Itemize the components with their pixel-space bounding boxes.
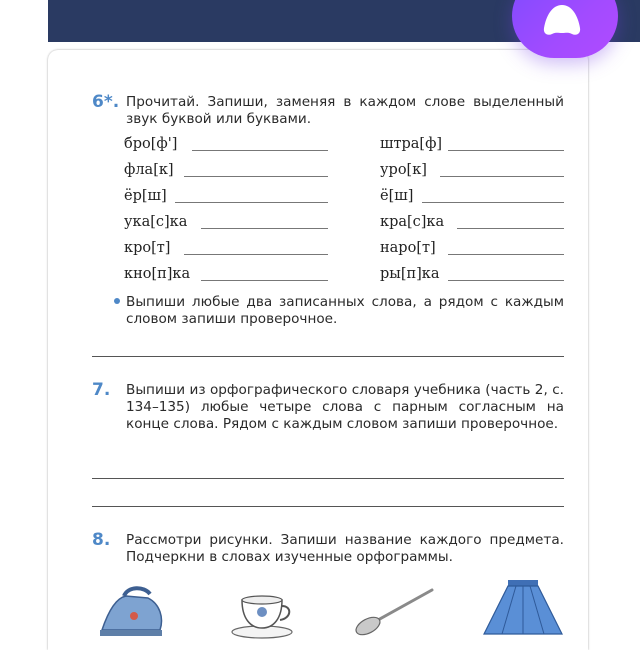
word-item: уро[к] (380, 162, 427, 178)
task-6-number: 6*. (92, 92, 120, 112)
word-item: штра[ф] (380, 136, 443, 152)
answer-line[interactable] (201, 228, 328, 229)
word-item: ры[п]ка (380, 266, 440, 282)
task-7-text: Выпиши из орфографического словаря учебника (часть 2, с. 134–135) любые четыре слова с парным согласным на конце слова. Рядом с каждым словом запиши проверочное. (126, 382, 564, 432)
skirt-icon (480, 578, 566, 640)
answer-line[interactable] (457, 228, 564, 229)
word-item: кно[п]ка (124, 266, 191, 282)
answer-line[interactable] (440, 176, 564, 177)
answer-line[interactable] (448, 150, 564, 151)
task-7-number: 7. (92, 380, 111, 400)
answer-line[interactable] (92, 506, 564, 507)
word-item: ука[с]ка (124, 214, 188, 230)
word-item: фла[к] (124, 162, 174, 178)
word-item: бро[ф'] (124, 136, 178, 152)
task-6-text: Прочитай. Запиши, заменяя в каждом слове выделенный звук буквой или буквами. (126, 94, 564, 127)
task-6-bullet-text: Выпиши любые два записанных слова, а рядом с каждым словом запиши проверочное. (126, 294, 564, 327)
spoon-icon (352, 586, 436, 636)
answer-line[interactable] (448, 254, 564, 255)
word-item: ё[ш] (380, 188, 414, 204)
answer-line[interactable] (422, 202, 564, 203)
answer-line[interactable] (184, 254, 328, 255)
word-item: кро[т] (124, 240, 171, 256)
bullet-dot (114, 298, 120, 304)
answer-line[interactable] (192, 150, 328, 151)
iron-icon (94, 582, 174, 640)
answer-line[interactable] (184, 176, 328, 177)
answer-line[interactable] (201, 280, 328, 281)
answer-line[interactable] (92, 478, 564, 479)
word-item: кра[с]ка (380, 214, 445, 230)
answer-line[interactable] (92, 356, 564, 357)
left-margin (0, 0, 48, 640)
assistant-icon (540, 2, 584, 40)
answer-line[interactable] (448, 280, 564, 281)
teacup-icon (228, 582, 298, 640)
task-8-text: Рассмотри рисунки. Запиши название каждого предмета. Подчеркни в словах изученные орфограммы. (126, 532, 564, 565)
task-8-number: 8. (92, 530, 111, 550)
word-item: ёр[ш] (124, 188, 167, 204)
word-item: наро[т] (380, 240, 436, 256)
answer-line[interactable] (175, 202, 328, 203)
